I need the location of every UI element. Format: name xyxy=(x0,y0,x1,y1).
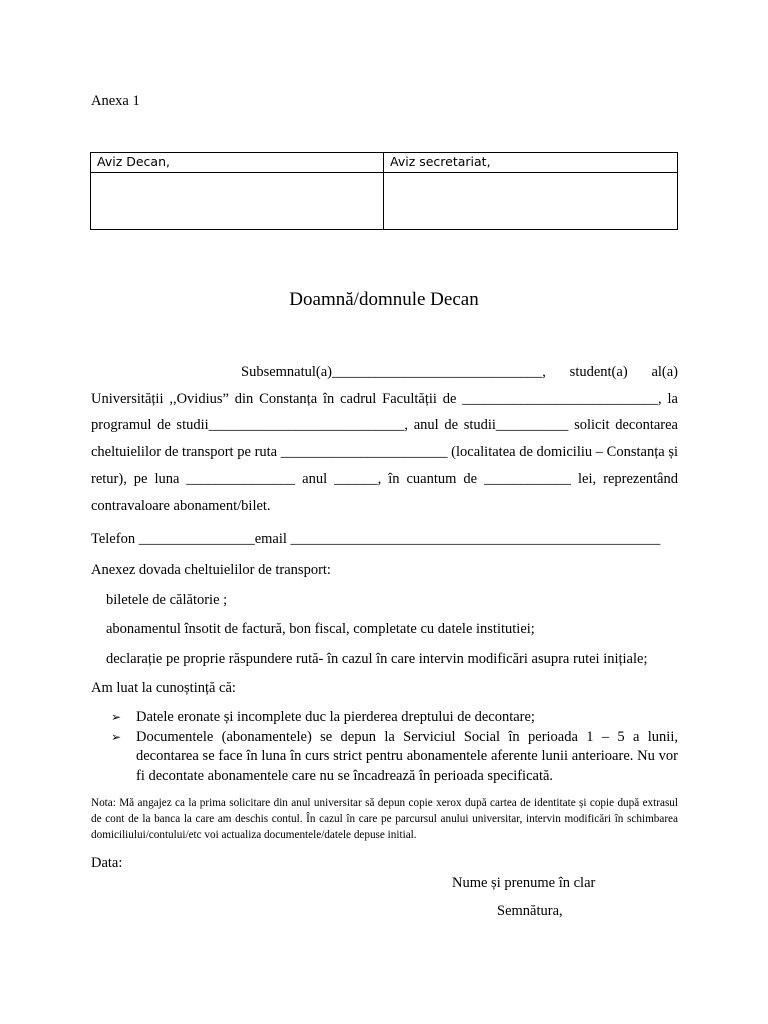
acknowledgement-list xyxy=(91,708,678,786)
date-label: Data: xyxy=(91,855,123,871)
arrow-bullet-icon: ➢ xyxy=(111,729,122,744)
signature-label: Semnătura, xyxy=(497,903,563,919)
attach-heading: Anexez dovada cheltuielilor de transport: xyxy=(91,562,331,578)
request-paragraph xyxy=(91,359,678,519)
name-label: Nume și prenume în clar xyxy=(452,875,596,891)
request-text: Subsemnatul(a)_____________________________, student(a) al(a) Universității ,,Ovidius” din Constanța în cadrul Facultății de ___________________________, la programul de studii___________________________, anul de studii__________ solicit decontarea cheltuielilor de transport pe ruta _______________________ (localitatea de domiciliu – Constanța și retur), pe luna _______________ anul ______, în cuantum de ____________ lei, reprezentând contravaloare abonament/bilet. xyxy=(91,364,678,514)
note: Nota: Mă angajez ca la prima solicitare din anul universitar să depun copie xerox după cartea de identitate și copie după extrasul de cont de la banca la care am deschis contul. În cazul în care pe parcursul anului universitar, intervin modificări în schimbarea domiciliului/contului/etc voi actualiza documentele/datele depuse initial. xyxy=(91,797,678,841)
contact-line: Telefon ________________email ___________________________________________________ xyxy=(91,531,661,547)
page-title: Doamnă/domnule Decan xyxy=(289,289,479,310)
list-item: ➢ Datele eronate și incomplete duc la pierderea dreptului de decontare; xyxy=(91,708,678,728)
dean-approval-header: Aviz Decan, xyxy=(91,153,384,173)
attach-item-pass: abonamentul însotit de factură, bon fiscal, completate cu datele institutiei; xyxy=(106,621,535,637)
attach-item-declaration: declarație pe proprie răspundere rută- în cazul în care intervin modificări asupra rutei inițiale; xyxy=(106,651,648,667)
attach-item-tickets: biletele de călătorie ; xyxy=(106,592,228,608)
arrow-bullet-icon: ➢ xyxy=(111,710,122,724)
list-item: ➢ Documentele (abonamentele) se depun la Serviciul Social în perioada 1 – 5 a lunii, decontarea se face în luna în curs strict pentru abonamentele aferente lunii anterioare. Nu vor fi decontate abonamentele care nu se încadrează în perioada specificată. xyxy=(111,728,678,784)
secretariat-approval-field[interactable] xyxy=(384,173,678,230)
approval-table xyxy=(90,152,678,230)
annex-label: Anexa 1 xyxy=(91,93,140,109)
dean-approval-field[interactable] xyxy=(91,173,384,230)
acknowledgement-heading: Am luat la cunoștință că: xyxy=(91,680,236,696)
secretariat-approval-header: Aviz secretariat, xyxy=(384,153,678,173)
